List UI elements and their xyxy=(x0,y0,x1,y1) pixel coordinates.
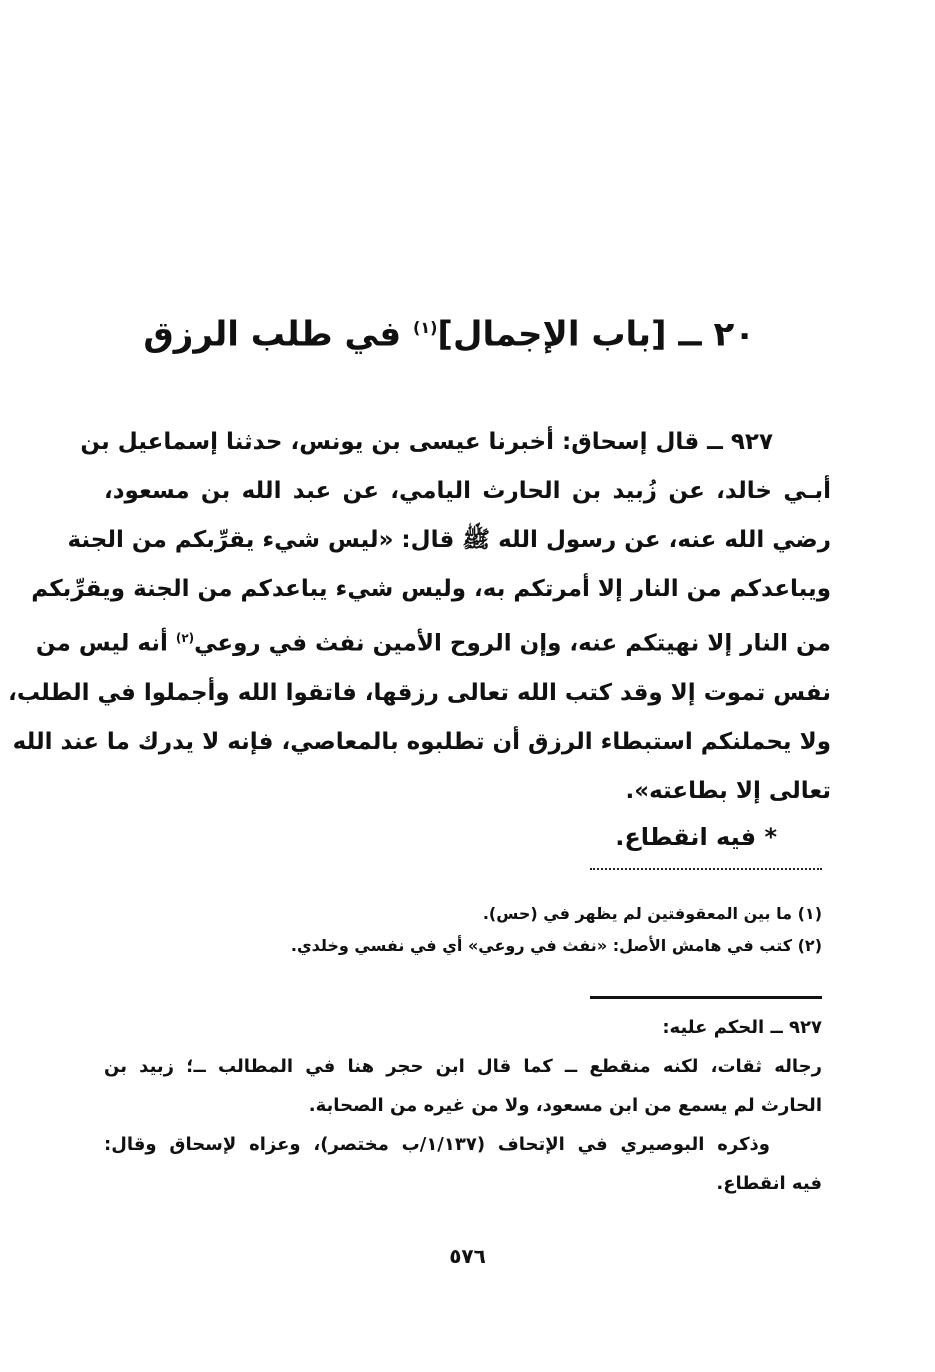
hadith-line: أبـي خالد، عن زُبيد بن الحارث اليامي، عن عبد الله بن مسعود، xyxy=(104,478,831,504)
hadith-line: رضي الله عنه، عن رسول الله ﷺ قال: «ليس شيء يقرِّبكم من الجنة xyxy=(67,527,831,553)
hadith-line: نفس تموت إلا وقد كتب الله تعالى رزقها، فاتقوا الله وأجملوا في الطلب، xyxy=(8,679,831,706)
ruling-line: وذكره البوصيري في الإتحاف (١/١٣٧/ب مختصر)، وعزاه لإسحاق وقال: xyxy=(104,1134,770,1155)
hadith-line: ولا يحملنكم استبطاء الرزق أن تطلبوه بالمعاصي، فإنه لا يدرك ما عند الله xyxy=(12,728,831,755)
hadith-line: تعالى إلا بطاعته». xyxy=(625,777,831,804)
footnotes xyxy=(104,898,822,962)
hadith-line-segment: من النار إلا نهيتكم عنه، وإن الروح الأمين نفث في روعي xyxy=(194,630,831,657)
ruling-line: فيه انقطاع. xyxy=(716,1173,822,1194)
chapter-title-text-end: في طلب الرزق xyxy=(143,314,414,355)
footnote-ref-1[interactable]: (١) xyxy=(413,318,438,337)
hadith-line xyxy=(35,614,831,669)
hadith-line: ويباعدكم من النار إلا أمرتكم به، وليس شيء يباعدكم من الجنة ويقرِّبكم xyxy=(31,576,831,602)
hadith-line-segment: أنه ليس من xyxy=(35,630,176,657)
footnote-ref-2[interactable]: (٢) xyxy=(175,631,195,645)
ruling-line: الحارث لم يسمع من ابن مسعود، ولا من غيره من الصحابة. xyxy=(308,1095,822,1116)
hadith-line: ٩٢٧ ــ قال إسحاق: أخبرنا عيسى بن يونس، حدثنا إسماعيل بن xyxy=(80,429,773,455)
ruling-separator-line xyxy=(590,996,822,999)
footnote-1: (١) ما بين المعقوفتين لم يظهر في (حس). xyxy=(482,904,822,923)
page-number: ٥٧٦ xyxy=(449,1244,486,1268)
ruling-section xyxy=(104,1008,822,1203)
hadith-text xyxy=(8,418,831,816)
verdict: * فيه انقطاع. xyxy=(615,823,777,851)
footnote-2: (٢) كتب في هامش الأصل: «نفث في روعي» أي في نفسي وخلدي. xyxy=(290,936,822,955)
chapter-title-text: ٢٠ ــ [باب الإجمال] xyxy=(437,314,755,355)
ruling-heading: ٩٢٧ ــ الحكم عليه: xyxy=(662,1017,822,1038)
chapter-title xyxy=(143,300,755,362)
ruling-line: رجاله ثقات، لكنه منقطع ــ كما قال ابن حجر هنا في المطالب ــ؛ زبيد بن xyxy=(104,1056,822,1077)
footnote-separator-dotted xyxy=(590,868,822,870)
